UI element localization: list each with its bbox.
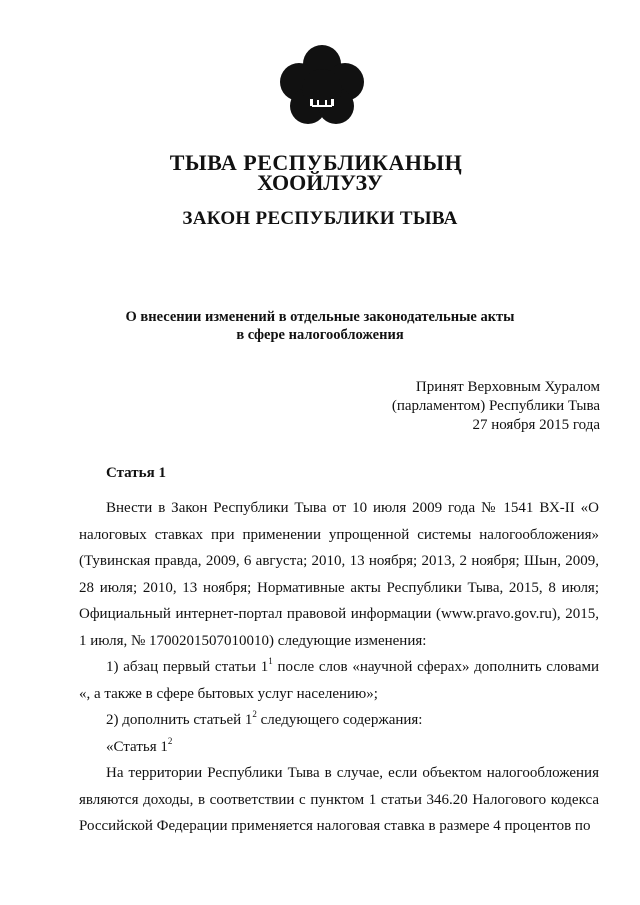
list-item-1-text-rest: после слов «научной сферах» дополнить словами «, а также в сфере бытовых услуг населению»; <box>79 659 599 702</box>
superscript: 1 <box>268 656 273 666</box>
law-title-line1: О внесении изменений в отдельные законодательные акты <box>125 309 515 325</box>
law-title <box>0 308 640 344</box>
quoted-article-heading <box>79 734 599 761</box>
paragraph-intro: Внести в Закон Республики Тыва от 10 июля 2009 года № 1541 ВХ-II «О налоговых ставках при применении упрощенной системы налогообложения» (Тувинская правда, 2009, 6 августа; 2010, 13 ноября; 2013, 2 ноября; Шын, 2009, 28 июля; 2010, 13 ноября; Нормативные акты Республики Тыва, 2015, 8 июля; Официальный интернет-портал правовой информации (www.pravo.gov.ru), 2015, 1 июля, № 1700201507010010) следующие изменения: <box>79 500 599 649</box>
tuva-emblem-icon <box>277 44 367 126</box>
list-item-2 <box>79 707 599 734</box>
list-item-1-text: 1) абзац первый статьи 1 <box>106 659 269 675</box>
list-item-1 <box>79 654 599 707</box>
article-heading: Статья 1 <box>106 465 166 481</box>
adoption-line2: (парламентом) Республики Тыва <box>391 398 600 414</box>
header-tuvan-line1: ТЫВА РЕСПУБЛИКАНЫҢ <box>169 150 463 175</box>
adoption-date: 27 ноября 2015 года <box>472 417 600 433</box>
adoption-line1: Принят Верховным Хуралом <box>415 379 600 395</box>
article-body <box>79 495 599 840</box>
adoption-block <box>392 378 600 435</box>
law-title-line2: в сфере налогообложения <box>236 327 404 343</box>
quoted-article-text: «Статья 1 <box>106 738 168 755</box>
list-item-2-text-rest: следующего содержания: <box>256 712 423 728</box>
header-tuvan-line2: ХООЙЛУЗУ <box>257 170 383 195</box>
paragraph-territory: На территории Республики Тыва в случае, если объектом налогообложения являются доходы, в соответствии с пунктом 1 статьи 346.20 Налогового кодекса Российской Федерации применяется налоговая ставка в размере 4 процентов по <box>79 765 599 834</box>
superscript: 2 <box>167 735 173 746</box>
superscript: 2 <box>252 709 257 719</box>
header-russian: ЗАКОН РЕСПУБЛИКИ ТЫВА <box>182 208 458 229</box>
list-item-2-text: 2) дополнить статьей 1 <box>106 712 253 728</box>
